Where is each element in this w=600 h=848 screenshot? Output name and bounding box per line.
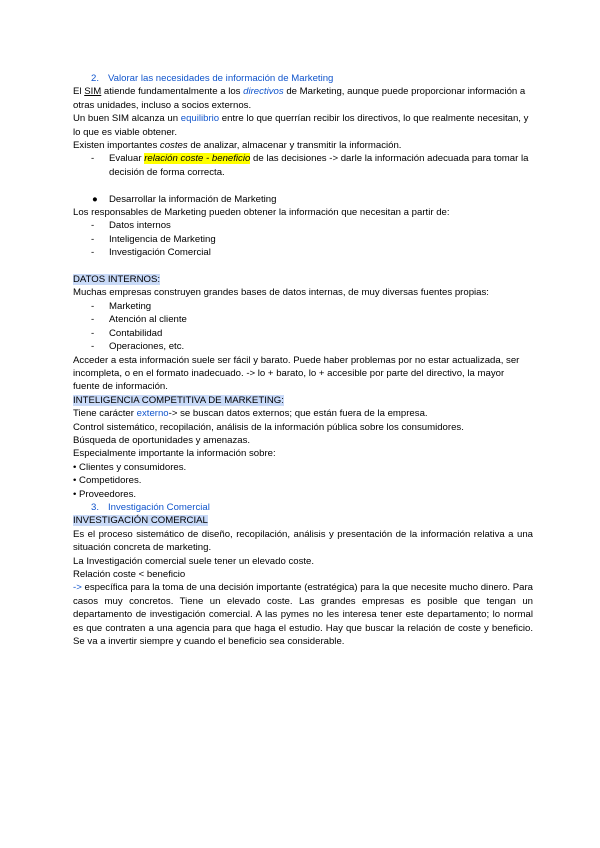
section-heading-3 bbox=[73, 501, 533, 514]
paragraph-externo bbox=[73, 407, 533, 420]
text-run: de las decisiones -> darle la información adecuada para tomar la decisión de forma correcta. bbox=[109, 153, 529, 178]
dash-marker: - bbox=[91, 233, 95, 245]
dash-marker: - bbox=[91, 327, 95, 339]
intel-item-clientes: • Clientes y consumidores. bbox=[73, 461, 187, 473]
heading-datos-internos bbox=[73, 273, 533, 286]
text-run: específica para la toma de una decisión importante (estratégica) para la que necesite mucho dinero. Para casos muy concretos. Tiene un elevado coste. Las grandes empresas es posible que tengan un departamento de investigación comercial. A las pymes no les interesa tener este departamento; lo normal es que contraten a una agencia para que haga el estudio. Hay que buscar la relación de coste y beneficio. Se va a invertir siempre y cuando el beneficio sea considerable. bbox=[73, 582, 533, 648]
dash-marker: - bbox=[91, 153, 95, 165]
text-run: atiende fundamentalmente a los bbox=[101, 86, 244, 98]
bullet-marker: ● bbox=[92, 193, 98, 205]
directivos-term: directivos bbox=[243, 86, 284, 98]
paragraph-sim bbox=[73, 85, 533, 112]
paragraph-proceso: Es el proceso sistemático de diseño, recopilación, análisis y presentación de la información relativa a una situación concreta de marketing. bbox=[73, 528, 533, 554]
costes-term: costes bbox=[159, 140, 188, 152]
text-run: Un buen SIM alcanza un bbox=[73, 113, 181, 125]
list-item-text: Operaciones, etc. bbox=[109, 341, 185, 353]
spacer bbox=[73, 260, 533, 273]
list-item-text: Contabilidad bbox=[109, 327, 163, 339]
paragraph-coste: La Investigación comercial suele tener un elevado coste. bbox=[73, 555, 315, 567]
paragraph-especialmente: Especialmente importante la información sobre: bbox=[73, 448, 276, 460]
dash-marker: - bbox=[91, 220, 95, 232]
dash-marker: - bbox=[91, 314, 95, 326]
list-item bbox=[73, 152, 533, 179]
arrow-marker: -> bbox=[73, 582, 82, 594]
list-item-text: Inteligencia de Marketing bbox=[109, 233, 216, 245]
paragraph-equilibrio bbox=[73, 112, 533, 139]
list-item bbox=[73, 327, 533, 340]
heading-inteligencia bbox=[73, 394, 533, 407]
section-title: Valorar las necesidades de información de Marketing bbox=[108, 73, 334, 84]
list-item-text: Investigación Comercial bbox=[109, 247, 211, 259]
heading-investigacion bbox=[73, 514, 533, 527]
text-run: El bbox=[73, 86, 85, 98]
highlight-coste-beneficio: relación coste - beneficio bbox=[144, 153, 251, 165]
heading-text: DATOS INTERNOS: bbox=[73, 274, 161, 286]
list-item bbox=[73, 340, 533, 353]
datos-list bbox=[73, 300, 533, 354]
list-item bbox=[73, 219, 533, 232]
text-run: Tiene carácter bbox=[73, 408, 137, 420]
list-item-text: Datos internos bbox=[109, 220, 171, 232]
paragraph-datos-acceso: Acceder a esta información suele ser fácil y barato. Puede haber problemas por no estar actualizada, ser incompleta, o en el formato inadecuado. -> lo + barato, lo + accesible por parte del directivo, la mayor fuente de información. bbox=[73, 354, 520, 393]
paragraph-relacion: Relación coste < beneficio bbox=[73, 569, 186, 580]
text-run: de Marketing, aunque puede proporcionar información a otras unidades, incluso a socios externos. bbox=[73, 86, 526, 111]
paragraph-especifica bbox=[73, 581, 533, 648]
section-heading-2 bbox=[73, 72, 533, 85]
section-number: 2. bbox=[91, 73, 100, 84]
equilibrio-term: equilibrio bbox=[180, 113, 220, 125]
dash-marker: - bbox=[91, 341, 95, 353]
dash-marker: - bbox=[91, 300, 95, 312]
document-content bbox=[73, 72, 533, 648]
evaluar-list bbox=[73, 152, 533, 179]
heading-text: INVESTIGACIÓN COMERCIAL bbox=[73, 515, 208, 527]
intel-item-competidores: • Competidores. bbox=[73, 475, 142, 487]
externo-term: externo bbox=[136, 408, 169, 420]
list-item-text: Atención al cliente bbox=[109, 314, 187, 326]
section-number: 3. bbox=[91, 501, 100, 513]
list-item bbox=[73, 313, 533, 326]
text-run: -> se buscan datos externos; que están fuera de la empresa. bbox=[168, 408, 428, 420]
text-run: Desarrollar la información de Marketing bbox=[109, 193, 277, 205]
bullet-desarrollar bbox=[73, 193, 533, 206]
spacer bbox=[73, 179, 533, 192]
paragraph-busqueda: Búsqueda de oportunidades y amenazas. bbox=[73, 434, 251, 446]
text-run: entre lo que querrían recibir los directivos, lo que realmente necesitan, y lo que es viable obtener. bbox=[73, 113, 529, 138]
list-item bbox=[73, 300, 533, 313]
paragraph-responsables: Los responsables de Marketing pueden obtener la información que necesitan a partir de: bbox=[73, 207, 450, 219]
text-run: Evaluar bbox=[109, 153, 145, 165]
section-title: Investigación Comercial bbox=[108, 501, 210, 513]
list-item bbox=[73, 246, 533, 259]
dash-marker: - bbox=[91, 247, 95, 259]
paragraph-costes bbox=[73, 139, 533, 152]
intel-item-proveedores: • Proveedores. bbox=[73, 488, 137, 500]
sim-term: SIM bbox=[84, 86, 102, 98]
sources-list bbox=[73, 219, 533, 259]
paragraph-control: Control sistemático, recopilación, análisis de la información pública sobre los consumidores. bbox=[73, 421, 464, 433]
list-item bbox=[73, 233, 533, 246]
paragraph-datos-intro: Muchas empresas construyen grandes bases de datos internas, de muy diversas fuentes propias: bbox=[73, 287, 489, 299]
text-run: Existen importantes bbox=[73, 140, 160, 152]
text-run: de analizar, almacenar y transmitir la información. bbox=[187, 140, 402, 152]
heading-text: INTELIGENCIA COMPETITIVA DE MARKETING: bbox=[73, 394, 284, 406]
list-item-text: Marketing bbox=[109, 300, 152, 312]
